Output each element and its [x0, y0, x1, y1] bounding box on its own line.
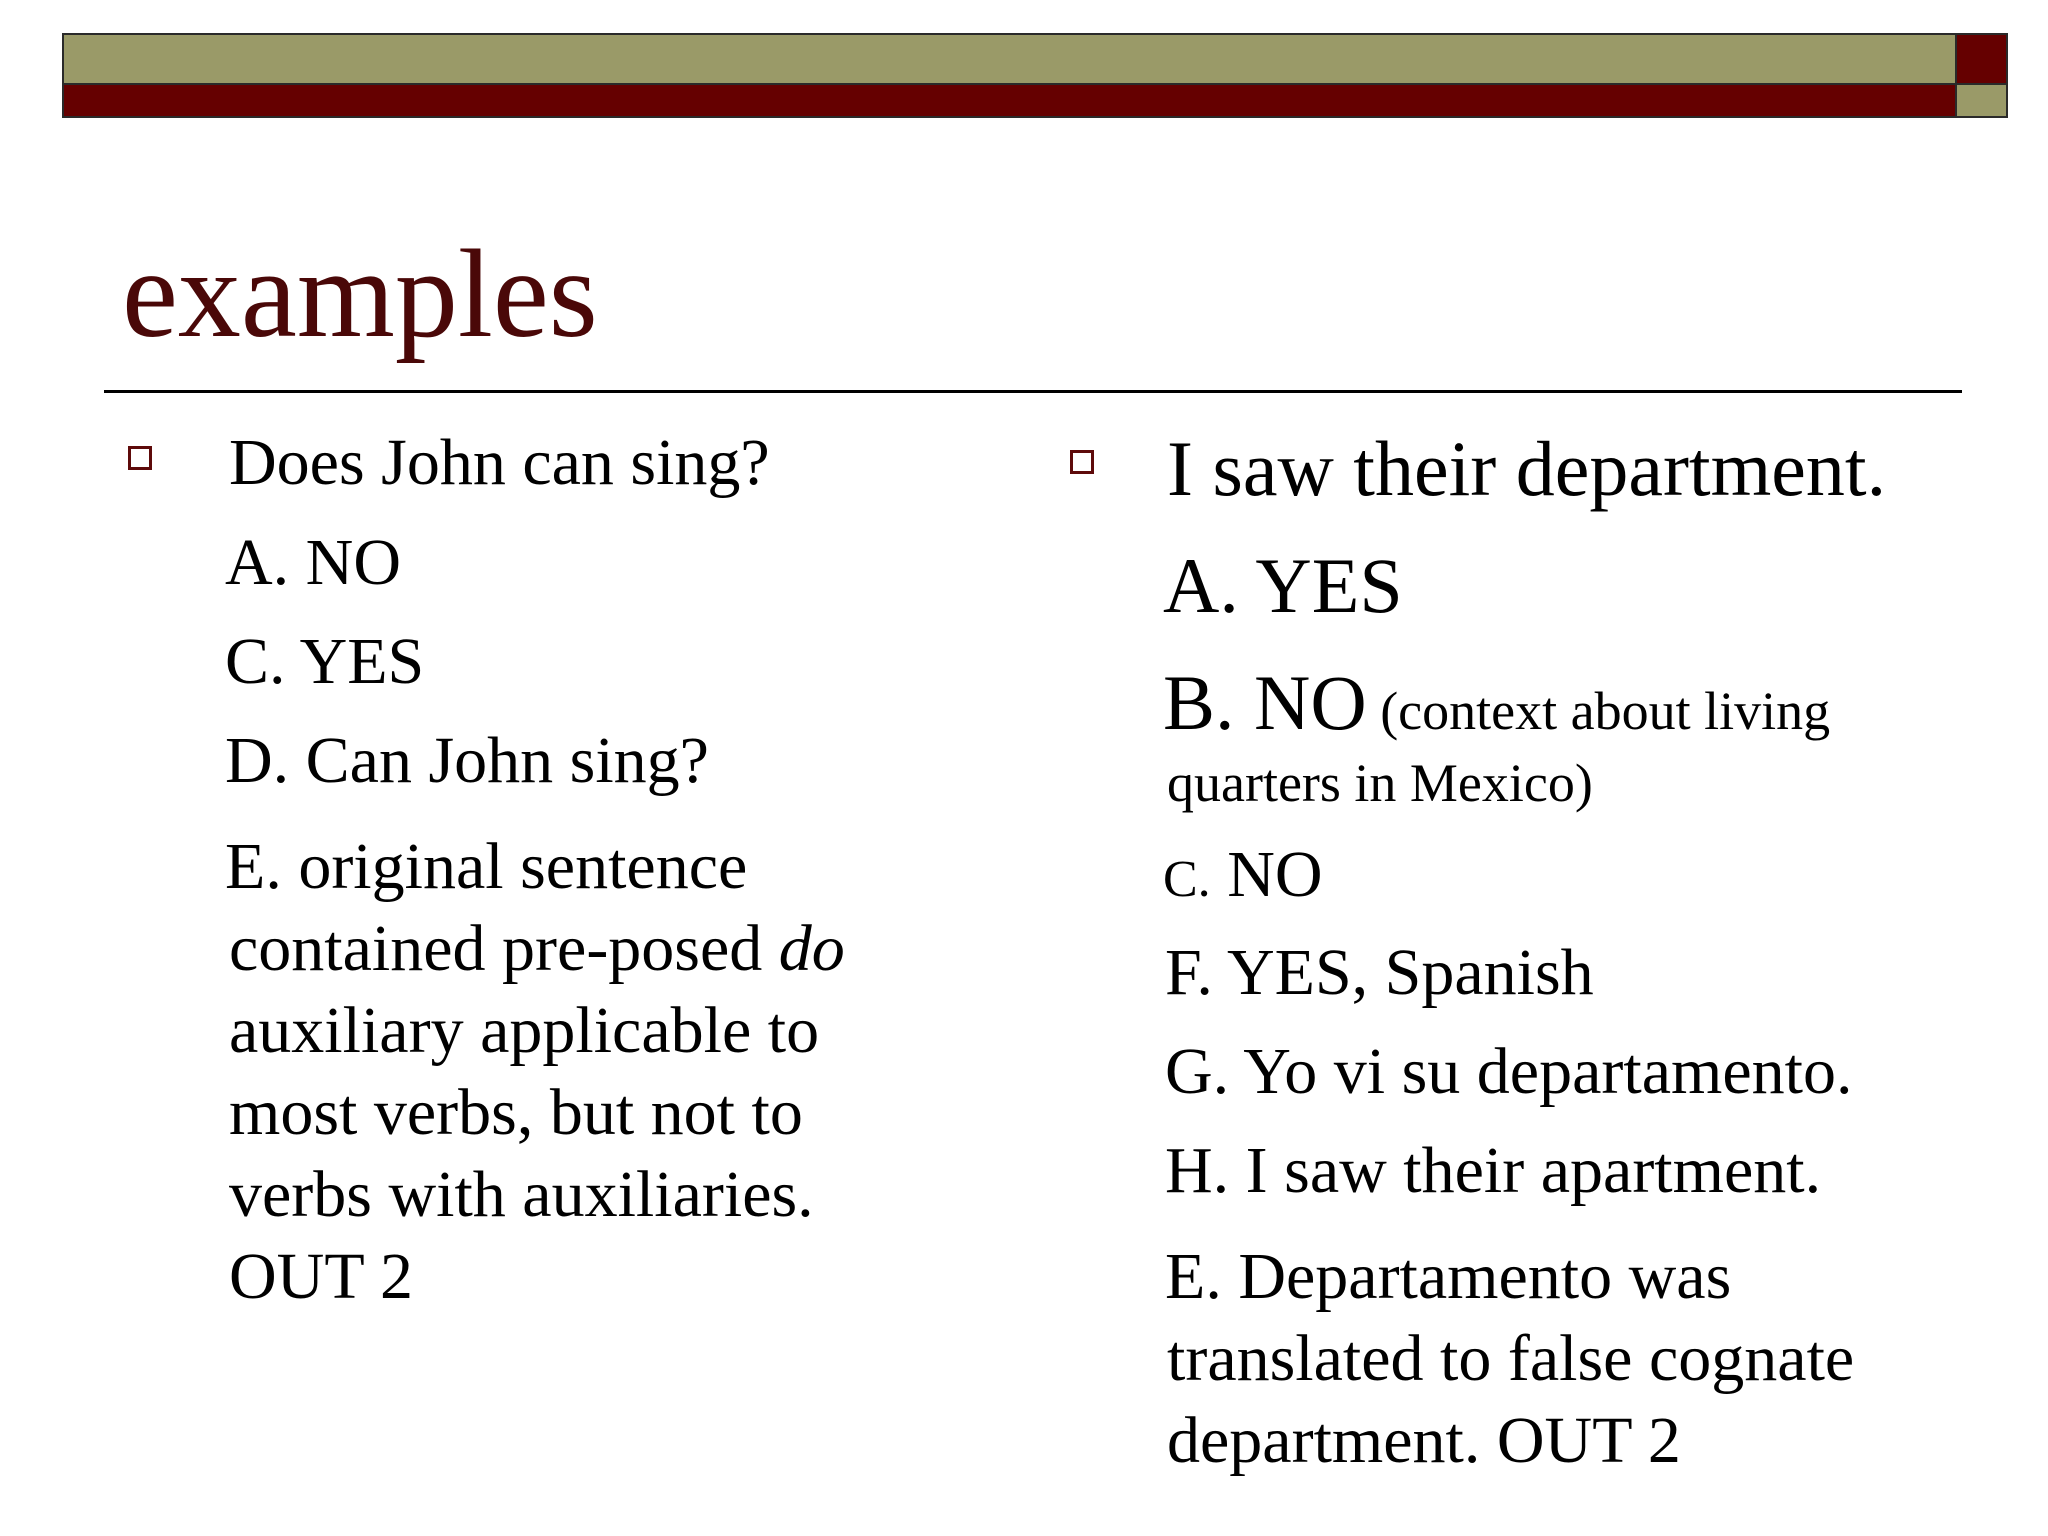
left-answer-c: C. YES: [225, 625, 425, 698]
right-answer-f: F. YES, Spanish: [1165, 936, 1594, 1009]
header-band-maroon: [62, 85, 1957, 118]
left-e-line-4: most verbs, but not to: [229, 1076, 803, 1149]
left-answer-e: [225, 826, 845, 1318]
left-e-line-3: auxiliary applicable to: [229, 994, 820, 1067]
right-b-note-cont: quarters in Mexico): [1167, 753, 1593, 813]
right-answer-c: [1163, 838, 1323, 911]
corner-square-olive: [1957, 85, 2008, 118]
right-bullet-icon: [1070, 450, 1094, 474]
right-e-line-1: E. Departamento was: [1165, 1240, 1732, 1313]
right-e-line-3: department. OUT 2: [1167, 1404, 1681, 1477]
left-e-line-1: E. original sentence: [225, 830, 748, 903]
left-bullet-icon: [128, 446, 152, 470]
right-c-prefix: C.: [1163, 851, 1211, 908]
right-b-main: B. NO: [1163, 659, 1367, 746]
right-answer-e: [1165, 1236, 1854, 1482]
left-e-line-6: OUT 2: [229, 1240, 413, 1313]
right-answer-g: G. Yo vi su departamento.: [1165, 1035, 1853, 1108]
left-e-line-5: verbs with auxiliaries.: [229, 1158, 814, 1231]
left-e-line-2: [225, 908, 845, 990]
header-band-olive: [62, 33, 1957, 85]
right-question: I saw their department.: [1167, 425, 1887, 512]
title-divider: [104, 390, 1962, 393]
left-question: Does John can sing?: [229, 426, 770, 499]
right-answer-b: [1163, 659, 1831, 746]
left-answer-d: D. Can John sing?: [225, 724, 709, 797]
slide-title: examples: [122, 225, 598, 364]
right-c-value: NO: [1210, 838, 1323, 911]
left-e-line-2-text: contained pre-posed: [229, 912, 779, 985]
right-b-note: (context about living: [1366, 681, 1831, 741]
right-answer-a: A. YES: [1163, 542, 1403, 629]
right-answer-h: H. I saw their apartment.: [1165, 1134, 1822, 1207]
left-e-italic-do: do: [778, 912, 845, 985]
corner-square-maroon: [1957, 33, 2008, 85]
right-e-line-2: translated to false cognate: [1167, 1322, 1855, 1395]
left-answer-a: A. NO: [225, 526, 401, 599]
